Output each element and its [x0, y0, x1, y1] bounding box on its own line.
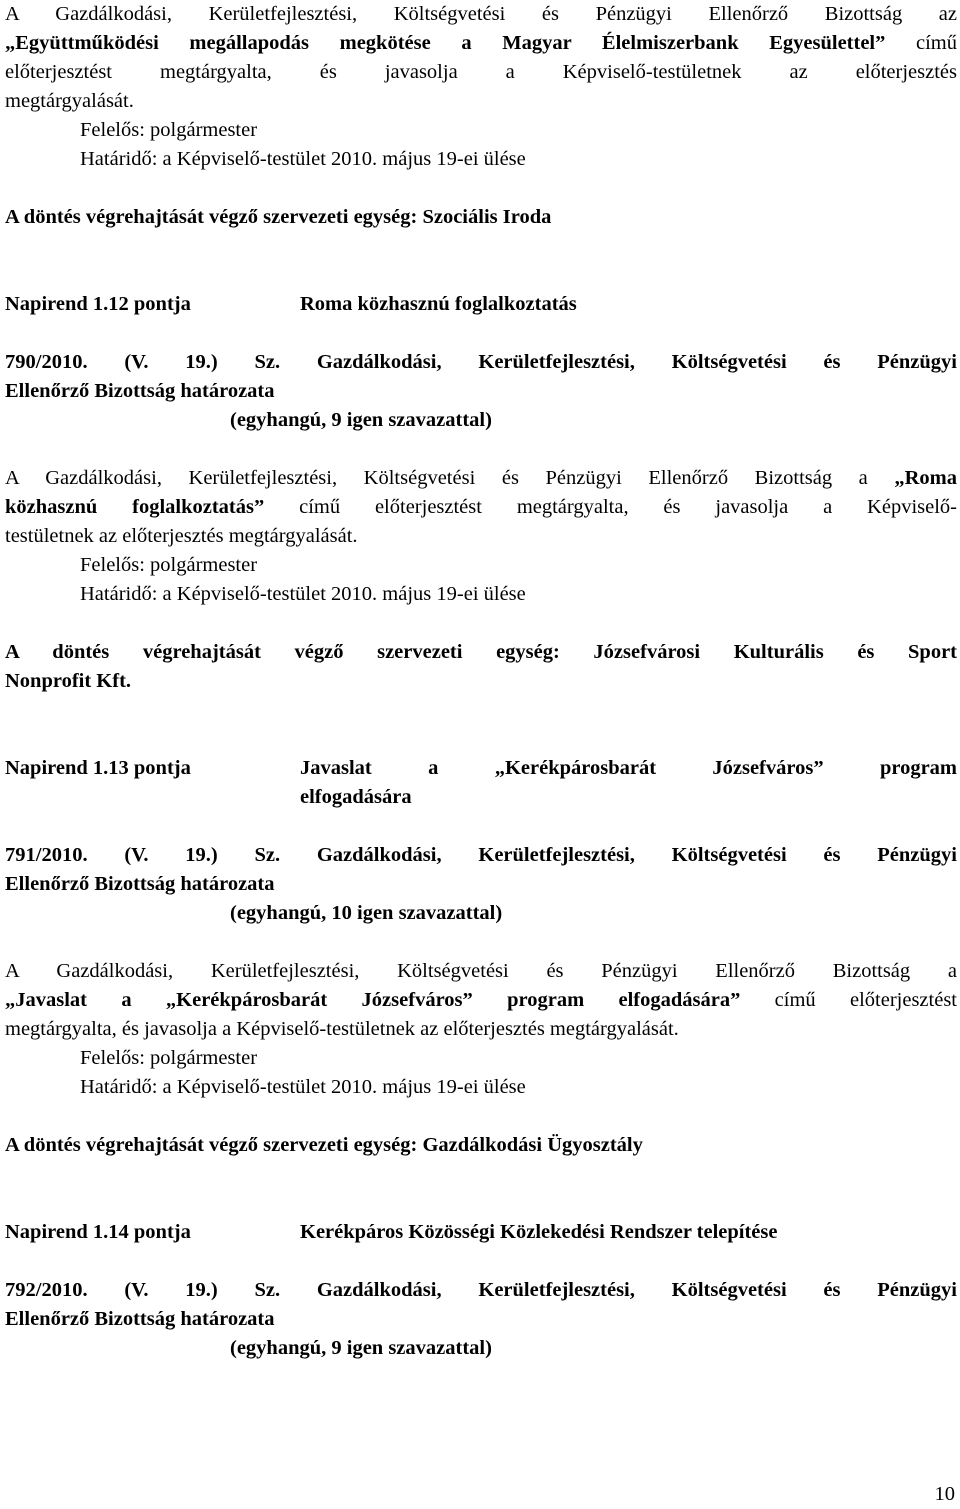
bold-title: „Együttműködési megállapodás megkötése a Magyar Élelmiszerbank Egyesülettel”	[5, 32, 886, 54]
paragraph-line	[5, 29, 957, 58]
paragraph-text: A Gazdálkodási, Kerületfejlesztési, Költségvetési és Pénzügyi Ellenőrző Bizottság a	[5, 467, 895, 489]
paragraph-text: című előterjesztést megtárgyalta, és javasolja a Képviselő-	[264, 496, 957, 518]
vote-result: (egyhangú, 9 igen szavazattal)	[230, 1337, 492, 1359]
agenda-item-title: elfogadására	[300, 786, 412, 808]
executing-unit: Nonprofit Kft.	[5, 670, 132, 692]
agenda-item-label: Napirend 1.14 pontja	[5, 1221, 191, 1243]
resolution-heading: Ellenőrző Bizottság határozata	[5, 380, 275, 402]
paragraph-text: című	[885, 32, 957, 54]
resolution-heading: 790/2010. (V. 19.) Sz. Gazdálkodási, Kerületfejlesztési, Költségvetési és Pénzügyi	[5, 351, 957, 373]
paragraph-line	[5, 986, 957, 1015]
agenda-item-title: Kerékpáros Közösségi Közlekedési Rendszer telepítése	[300, 1221, 778, 1243]
agenda-item-label: Napirend 1.12 pontja	[5, 293, 191, 315]
agenda-item-title: Javaslat a „Kerékpárosbarát Józsefváros” program	[300, 757, 957, 779]
resolution-heading: 792/2010. (V. 19.) Sz. Gazdálkodási, Kerületfejlesztési, Költségvetési és Pénzügyi	[5, 1279, 957, 1301]
bold-title: közhasznú foglalkoztatás”	[5, 496, 265, 518]
bold-title: „Javaslat a „Kerékpárosbarát Józsefváros” program elfogadására”	[5, 989, 741, 1011]
paragraph-line: előterjesztést megtárgyalta, és javasolja a Képviselő-testületnek az előterjesztés	[5, 61, 957, 83]
paragraph-line: A Gazdálkodási, Kerületfejlesztési, Költségvetési és Pénzügyi Ellenőrző Bizottság az	[5, 3, 957, 25]
executing-unit: A döntés végrehajtását végző szervezeti egység: Szociális Iroda	[5, 206, 552, 228]
agenda-item-title: Roma közhasznú foglalkoztatás	[300, 293, 577, 315]
responsible: Felelős: polgármester	[80, 119, 258, 141]
deadline: Határidő: a Képviselő-testület 2010. május 19-ei ülése	[80, 1076, 526, 1098]
resolution-heading: Ellenőrző Bizottság határozata	[5, 1308, 275, 1330]
vote-result: (egyhangú, 10 igen szavazattal)	[230, 902, 503, 924]
deadline: Határidő: a Képviselő-testület 2010. május 19-ei ülése	[80, 583, 526, 605]
resolution-heading: Ellenőrző Bizottság határozata	[5, 873, 275, 895]
deadline: Határidő: a Képviselő-testület 2010. május 19-ei ülése	[80, 148, 526, 170]
responsible: Felelős: polgármester	[80, 554, 258, 576]
resolution-heading: 791/2010. (V. 19.) Sz. Gazdálkodási, Kerületfejlesztési, Költségvetési és Pénzügyi	[5, 844, 957, 866]
vote-result: (egyhangú, 9 igen szavazattal)	[230, 409, 492, 431]
paragraph-line: testületnek az előterjesztés megtárgyalását.	[5, 525, 358, 547]
paragraph-line: megtárgyalását.	[5, 90, 134, 112]
paragraph-line: A Gazdálkodási, Kerületfejlesztési, Költségvetési és Pénzügyi Ellenőrző Bizottság a	[5, 960, 957, 982]
paragraph-line: megtárgyalta, és javasolja a Képviselő-testületnek az előterjesztés megtárgyalását.	[5, 1018, 679, 1040]
page-number: 10	[934, 1483, 955, 1505]
paragraph-text: című előterjesztést	[740, 989, 957, 1011]
executing-unit: A döntés végrehajtását végző szervezeti egység: Józsefvárosi Kulturális és Sport	[5, 641, 957, 663]
bold-title: „Roma	[894, 467, 957, 489]
executing-unit: A döntés végrehajtását végző szervezeti egység: Gazdálkodási Ügyosztály	[5, 1134, 643, 1156]
responsible: Felelős: polgármester	[80, 1047, 258, 1069]
agenda-item-label: Napirend 1.13 pontja	[5, 757, 191, 779]
paragraph-line	[5, 464, 957, 493]
paragraph-line	[5, 493, 957, 522]
